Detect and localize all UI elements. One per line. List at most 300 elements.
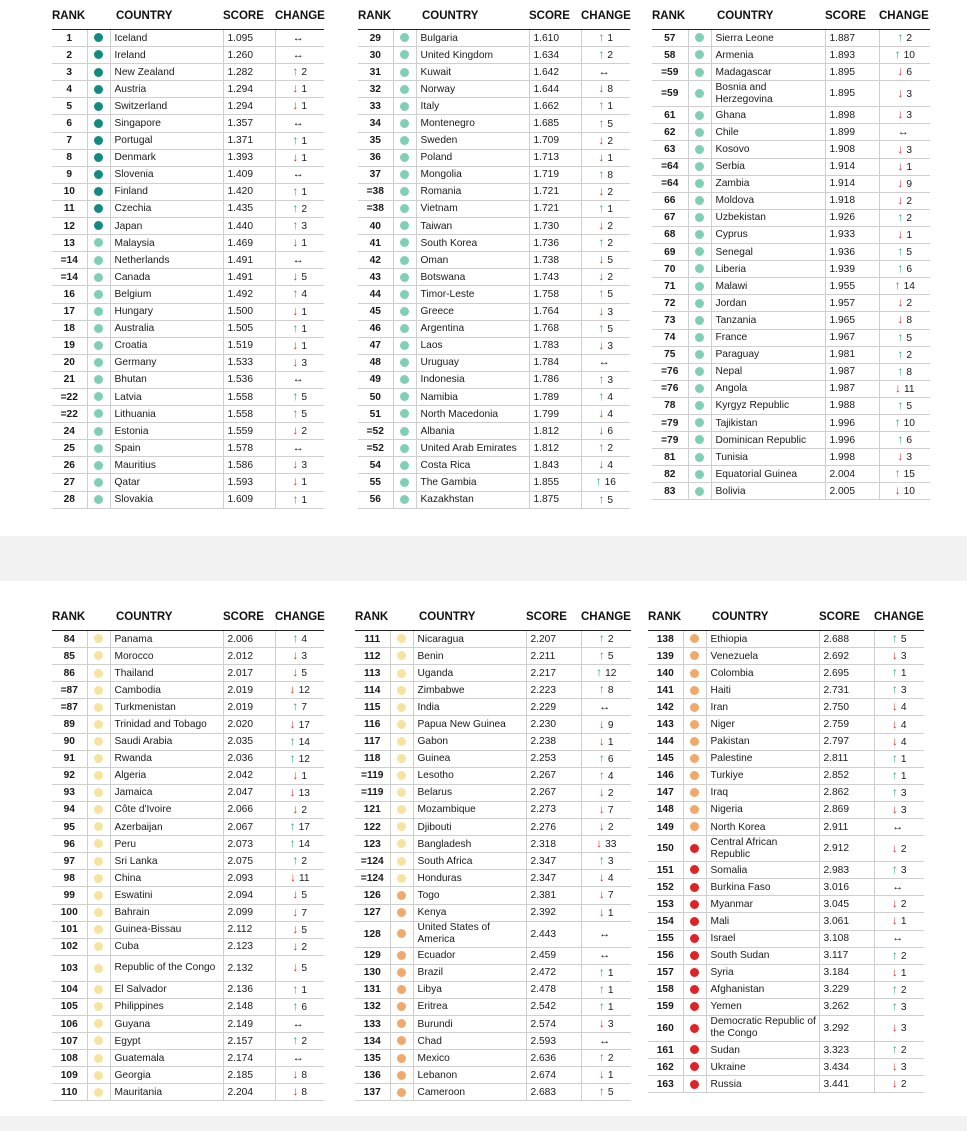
country-header: COUNTRY <box>413 608 526 631</box>
arrow-down-icon: ↓ <box>891 840 898 855</box>
change-cell <box>275 665 324 682</box>
change-cell <box>874 981 924 998</box>
change-cell <box>275 921 324 938</box>
score-cell: 1.282 <box>223 64 275 81</box>
arrow-up-icon: ↑ <box>897 329 904 344</box>
rank-cell: 21 <box>52 371 87 388</box>
country-cell: Palestine <box>706 750 819 767</box>
change-cell <box>874 1059 924 1076</box>
table-row <box>358 218 630 235</box>
country-cell: Sweden <box>416 132 529 149</box>
change-value: 3 <box>900 1062 907 1074</box>
arrow-down-icon: ↓ <box>891 913 898 928</box>
rank-cell: 89 <box>52 716 87 733</box>
table-row <box>52 371 324 388</box>
peace-level-dot <box>397 634 406 643</box>
country-cell: Algeria <box>110 767 223 784</box>
score-cell: 1.294 <box>223 98 275 115</box>
change-cell <box>275 388 324 405</box>
score-cell: 2.674 <box>526 1067 581 1084</box>
change-value: 2 <box>607 135 614 147</box>
score-cell: 2.094 <box>223 887 275 904</box>
change-value: 5 <box>301 392 308 404</box>
score-cell: 3.061 <box>819 913 874 930</box>
country-cell: France <box>711 329 825 346</box>
change-value: 5 <box>301 668 308 680</box>
arrow-up-icon: ↑ <box>292 853 299 868</box>
no-change-icon: ↔ <box>292 117 304 130</box>
arrow-up-icon: ↑ <box>292 631 299 646</box>
peace-level-dot <box>400 290 409 299</box>
rank-cell: 90 <box>52 733 87 750</box>
arrow-up-icon: ↑ <box>598 750 605 765</box>
rank-cell: 138 <box>648 631 683 648</box>
table-row <box>652 432 930 449</box>
arrow-up-icon: ↑ <box>292 200 299 215</box>
arrow-down-icon: ↓ <box>598 269 605 284</box>
country-cell: Egypt <box>110 1033 223 1050</box>
peace-level-dot <box>94 908 103 917</box>
change-value: 9 <box>607 719 614 731</box>
peace-level-dot <box>397 874 406 883</box>
rank-cell: 162 <box>648 1059 683 1076</box>
rank-cell: 56 <box>358 491 393 508</box>
rank-cell: 137 <box>355 1084 390 1101</box>
change-value: 3 <box>906 452 913 464</box>
table-row <box>652 226 930 243</box>
change-value: 1 <box>607 152 614 164</box>
change-cell <box>581 1050 631 1067</box>
arrow-down-icon: ↓ <box>891 1020 898 1035</box>
score-cell: 1.371 <box>223 132 275 149</box>
change-value: 9 <box>906 178 913 190</box>
score-cell: 1.933 <box>825 226 879 243</box>
country-cell: Ireland <box>110 47 223 64</box>
score-cell: 2.211 <box>526 648 581 665</box>
change-cell <box>879 175 930 192</box>
score-cell: 2.019 <box>223 682 275 699</box>
rank-cell: 112 <box>355 648 390 665</box>
country-cell: Dominican Republic <box>711 432 825 449</box>
country-cell: Qatar <box>110 474 223 491</box>
table-row <box>52 887 324 904</box>
rank-cell: 95 <box>52 819 87 836</box>
table-row <box>358 200 630 217</box>
top-panel <box>0 0 967 536</box>
change-value: 33 <box>605 839 617 851</box>
change-value: 2 <box>301 203 308 215</box>
table-row <box>652 397 930 414</box>
arrow-down-icon: ↓ <box>897 107 904 122</box>
change-cell <box>879 397 930 414</box>
change-cell <box>879 380 930 397</box>
score-cell: 3.229 <box>819 981 874 998</box>
country-cell: Iraq <box>706 784 819 801</box>
peace-level-dot <box>94 375 103 384</box>
country-cell: Guinea-Bissau <box>110 921 223 938</box>
rank-cell: 37 <box>358 166 393 183</box>
score-cell: 1.578 <box>223 440 275 457</box>
change-value: 3 <box>301 460 308 472</box>
change-cell <box>581 132 630 149</box>
arrow-up-icon: ↑ <box>598 286 605 301</box>
change-value: 8 <box>906 315 913 327</box>
change-cell <box>874 819 924 836</box>
change-cell <box>275 423 324 440</box>
score-cell: 1.609 <box>223 491 275 508</box>
country-cell: Papua New Guinea <box>413 716 526 733</box>
country-cell: Brazil <box>413 964 526 981</box>
country-cell: Turkmenistan <box>110 699 223 716</box>
rank-cell: 3 <box>52 64 87 81</box>
country-cell: Armenia <box>711 47 825 64</box>
score-cell: 1.559 <box>223 423 275 440</box>
change-value: 3 <box>906 144 913 156</box>
change-value: 1 <box>900 668 907 680</box>
bottom-panel <box>0 581 967 1116</box>
rank-cell: 71 <box>652 278 688 295</box>
rank-cell: 10 <box>52 183 87 200</box>
peace-level-dot <box>695 316 704 325</box>
table-row <box>355 733 631 750</box>
rank-cell: 104 <box>52 981 87 998</box>
arrow-down-icon: ↓ <box>598 132 605 147</box>
peace-level-dot <box>695 264 704 273</box>
change-value: 3 <box>301 221 308 233</box>
table-row <box>52 166 324 183</box>
rank-cell: 106 <box>52 1015 87 1032</box>
change-value: 15 <box>903 469 915 481</box>
arrow-down-icon: ↓ <box>289 870 296 885</box>
change-cell <box>275 218 324 235</box>
country-cell: Rwanda <box>110 750 223 767</box>
rank-cell: =52 <box>358 440 393 457</box>
rank-cell: 135 <box>355 1050 390 1067</box>
country-cell: Kuwait <box>416 64 529 81</box>
rank-header: RANK <box>652 7 688 30</box>
change-value: 2 <box>301 941 308 953</box>
score-cell: 1.914 <box>825 175 879 192</box>
peace-level-dot <box>94 771 103 780</box>
change-value: 3 <box>900 787 907 799</box>
rank-cell: 160 <box>648 1015 683 1041</box>
change-cell <box>275 1050 324 1067</box>
peace-level-dot <box>400 85 409 94</box>
change-cell <box>581 200 630 217</box>
change-value: 5 <box>607 651 614 663</box>
peace-level-dot <box>94 444 103 453</box>
peace-level-dot <box>94 1019 103 1028</box>
country-cell: Sierra Leone <box>711 30 825 47</box>
country-cell: Mauritius <box>110 457 223 474</box>
rank-cell: 117 <box>355 733 390 750</box>
rank-cell: 41 <box>358 235 393 252</box>
change-cell <box>879 107 930 124</box>
country-cell: Azerbaijan <box>110 819 223 836</box>
rank-cell: 152 <box>648 879 683 896</box>
rank-cell: 113 <box>355 665 390 682</box>
country-cell: Ukraine <box>706 1059 819 1076</box>
change-value: 17 <box>298 822 310 834</box>
score-cell: 1.409 <box>223 166 275 183</box>
change-cell <box>581 388 630 405</box>
score-cell: 2.688 <box>819 631 874 648</box>
rank-cell: 99 <box>52 887 87 904</box>
country-cell: Switzerland <box>110 98 223 115</box>
rank-cell: 82 <box>652 466 688 483</box>
change-value: 1 <box>607 203 614 215</box>
arrow-down-icon: ↓ <box>891 699 898 714</box>
arrow-up-icon: ↑ <box>595 474 602 489</box>
peace-level-dot <box>400 444 409 453</box>
peace-level-dot <box>400 153 409 162</box>
table-row <box>52 98 324 115</box>
table-row <box>52 716 324 733</box>
score-cell: 3.108 <box>819 930 874 947</box>
table-row <box>52 682 324 699</box>
change-header: CHANGE <box>581 608 631 631</box>
country-cell: Guinea <box>413 750 526 767</box>
table-row <box>355 716 631 733</box>
score-cell: 1.393 <box>223 149 275 166</box>
score-cell: 2.149 <box>223 1015 275 1032</box>
peace-level-dot <box>690 985 699 994</box>
score-cell: 2.392 <box>526 904 581 921</box>
score-cell: 2.019 <box>223 699 275 716</box>
rank-header: RANK <box>648 608 683 631</box>
peace-level-dot <box>94 942 103 951</box>
rank-cell: 85 <box>52 648 87 665</box>
change-value: 2 <box>301 804 308 816</box>
rank-cell: =59 <box>652 64 688 81</box>
rank-cell: =59 <box>652 81 688 107</box>
score-cell: 1.758 <box>529 286 581 303</box>
score-cell: 1.593 <box>223 474 275 491</box>
table-row <box>648 836 924 862</box>
table-row <box>52 904 324 921</box>
change-cell <box>879 449 930 466</box>
change-value: 2 <box>906 195 913 207</box>
rank-cell: 107 <box>52 1033 87 1050</box>
country-cell: Jamaica <box>110 784 223 801</box>
change-cell <box>275 269 324 286</box>
change-header: CHANGE <box>581 7 630 30</box>
change-value: 8 <box>607 685 614 697</box>
change-cell <box>874 682 924 699</box>
peace-level-dot <box>94 153 103 162</box>
table-row <box>652 261 930 278</box>
peace-level-dot <box>690 844 699 853</box>
country-cell: Uganda <box>413 665 526 682</box>
arrow-up-icon: ↑ <box>289 836 296 851</box>
score-cell: 1.783 <box>529 337 581 354</box>
rank-cell: 35 <box>358 132 393 149</box>
change-cell <box>275 1067 324 1084</box>
country-cell: Poland <box>416 149 529 166</box>
peace-level-dot <box>397 754 406 763</box>
table-row <box>358 47 630 64</box>
change-value: 1 <box>900 967 907 979</box>
score-cell: 2.911 <box>819 819 874 836</box>
change-cell <box>275 286 324 303</box>
change-cell <box>581 1033 631 1050</box>
score-cell: 1.743 <box>529 269 581 286</box>
table-row <box>52 406 324 423</box>
change-cell <box>275 149 324 166</box>
table-row <box>52 819 324 836</box>
rank-cell: 136 <box>355 1067 390 1084</box>
country-cell: Uruguay <box>416 354 529 371</box>
peace-level-dot <box>94 891 103 900</box>
change-cell <box>874 699 924 716</box>
country-cell: Afghanistan <box>706 981 819 998</box>
country-header: COUNTRY <box>416 7 529 30</box>
change-header: CHANGE <box>879 7 930 30</box>
country-cell: Romania <box>416 183 529 200</box>
change-cell <box>581 337 630 354</box>
change-cell <box>581 801 631 818</box>
change-value: 2 <box>900 1045 907 1057</box>
table-row <box>652 483 930 500</box>
rank-cell: =79 <box>652 432 688 449</box>
peace-level-dot <box>400 187 409 196</box>
change-value: 5 <box>301 924 308 936</box>
change-cell <box>874 767 924 784</box>
rank-cell: =22 <box>52 388 87 405</box>
arrow-up-icon: ↑ <box>598 631 605 646</box>
change-value: 3 <box>900 804 907 816</box>
score-cell: 1.908 <box>825 141 879 158</box>
score-cell: 2.047 <box>223 784 275 801</box>
score-cell: 2.132 <box>223 955 275 981</box>
change-cell <box>879 141 930 158</box>
country-cell: Eritrea <box>413 998 526 1015</box>
arrow-up-icon: ↑ <box>891 631 898 646</box>
table-row <box>52 938 324 955</box>
rank-cell: 11 <box>52 200 87 217</box>
change-value: 2 <box>900 843 907 855</box>
change-cell <box>275 784 324 801</box>
table-row <box>355 819 631 836</box>
change-cell <box>581 767 631 784</box>
rank-cell: =22 <box>52 406 87 423</box>
peace-level-dot <box>690 865 699 874</box>
table-row <box>52 921 324 938</box>
change-cell <box>879 346 930 363</box>
table-row <box>648 750 924 767</box>
change-cell <box>581 491 630 508</box>
change-value: 1 <box>607 101 614 113</box>
change-value: 1 <box>607 907 614 919</box>
country-cell: Albania <box>416 423 529 440</box>
country-cell: Côte d'Ivoire <box>110 801 223 818</box>
country-cell: Laos <box>416 337 529 354</box>
country-cell: Cuba <box>110 938 223 955</box>
score-cell: 1.730 <box>529 218 581 235</box>
score-cell: 2.983 <box>819 862 874 879</box>
country-cell: Niger <box>706 716 819 733</box>
peace-level-dot <box>695 333 704 342</box>
change-value: 11 <box>903 383 915 395</box>
change-value: 5 <box>607 255 614 267</box>
score-cell: 1.768 <box>529 320 581 337</box>
change-header: CHANGE <box>275 7 324 30</box>
score-cell: 2.478 <box>526 981 581 998</box>
peace-level-dot <box>400 478 409 487</box>
change-value: 17 <box>298 719 310 731</box>
peace-level-dot <box>397 737 406 746</box>
rank-cell: 94 <box>52 801 87 818</box>
score-cell: 1.260 <box>223 47 275 64</box>
table-row <box>355 921 631 947</box>
rank-cell: 28 <box>52 491 87 508</box>
country-cell: El Salvador <box>110 981 223 998</box>
arrow-down-icon: ↓ <box>292 81 299 96</box>
country-cell: Ecuador <box>413 947 526 964</box>
arrow-up-icon: ↑ <box>598 648 605 663</box>
arrow-up-icon: ↑ <box>891 947 898 962</box>
arrow-up-icon: ↑ <box>292 406 299 421</box>
country-cell: Syria <box>706 964 819 981</box>
table-row <box>648 947 924 964</box>
change-value: 2 <box>900 1079 907 1091</box>
table-row <box>358 440 630 457</box>
peace-level-dot <box>397 703 406 712</box>
rank-cell: 108 <box>52 1050 87 1067</box>
arrow-down-icon: ↓ <box>598 716 605 731</box>
arrow-up-icon: ↑ <box>897 397 904 412</box>
change-cell <box>275 853 324 870</box>
peace-level-dot <box>94 478 103 487</box>
change-cell <box>879 466 930 483</box>
table-row <box>355 853 631 870</box>
arrow-up-icon: ↑ <box>292 699 299 714</box>
arrow-down-icon: ↓ <box>897 449 904 464</box>
score-cell: 2.276 <box>526 819 581 836</box>
arrow-up-icon: ↑ <box>598 320 605 335</box>
change-cell <box>874 1076 924 1093</box>
change-cell <box>581 218 630 235</box>
table-row <box>358 388 630 405</box>
rank-cell: 55 <box>358 474 393 491</box>
change-value: 5 <box>900 634 907 646</box>
peace-level-dot <box>695 299 704 308</box>
rank-cell: 36 <box>358 149 393 166</box>
change-cell <box>581 457 630 474</box>
country-cell: Tajikistan <box>711 414 825 431</box>
rank-cell: =124 <box>355 870 390 887</box>
rank-cell: 146 <box>648 767 683 784</box>
arrow-up-icon: ↑ <box>292 1033 299 1048</box>
score-cell: 3.434 <box>819 1059 874 1076</box>
arrow-down-icon: ↓ <box>289 784 296 799</box>
rank-cell: 47 <box>358 337 393 354</box>
peace-level-dot <box>94 839 103 848</box>
rank-cell: 13 <box>52 235 87 252</box>
rank-header: RANK <box>52 608 87 631</box>
peace-level-dot <box>94 102 103 111</box>
country-cell: Denmark <box>110 149 223 166</box>
rank-cell: 150 <box>648 836 683 862</box>
arrow-up-icon: ↑ <box>598 98 605 113</box>
country-cell: Somalia <box>706 862 819 879</box>
peace-level-dot <box>94 204 103 213</box>
rank-cell: 109 <box>52 1067 87 1084</box>
country-cell: Gabon <box>413 733 526 750</box>
country-cell: United Arab Emirates <box>416 440 529 457</box>
rank-cell: 96 <box>52 836 87 853</box>
table-row <box>52 1067 324 1084</box>
